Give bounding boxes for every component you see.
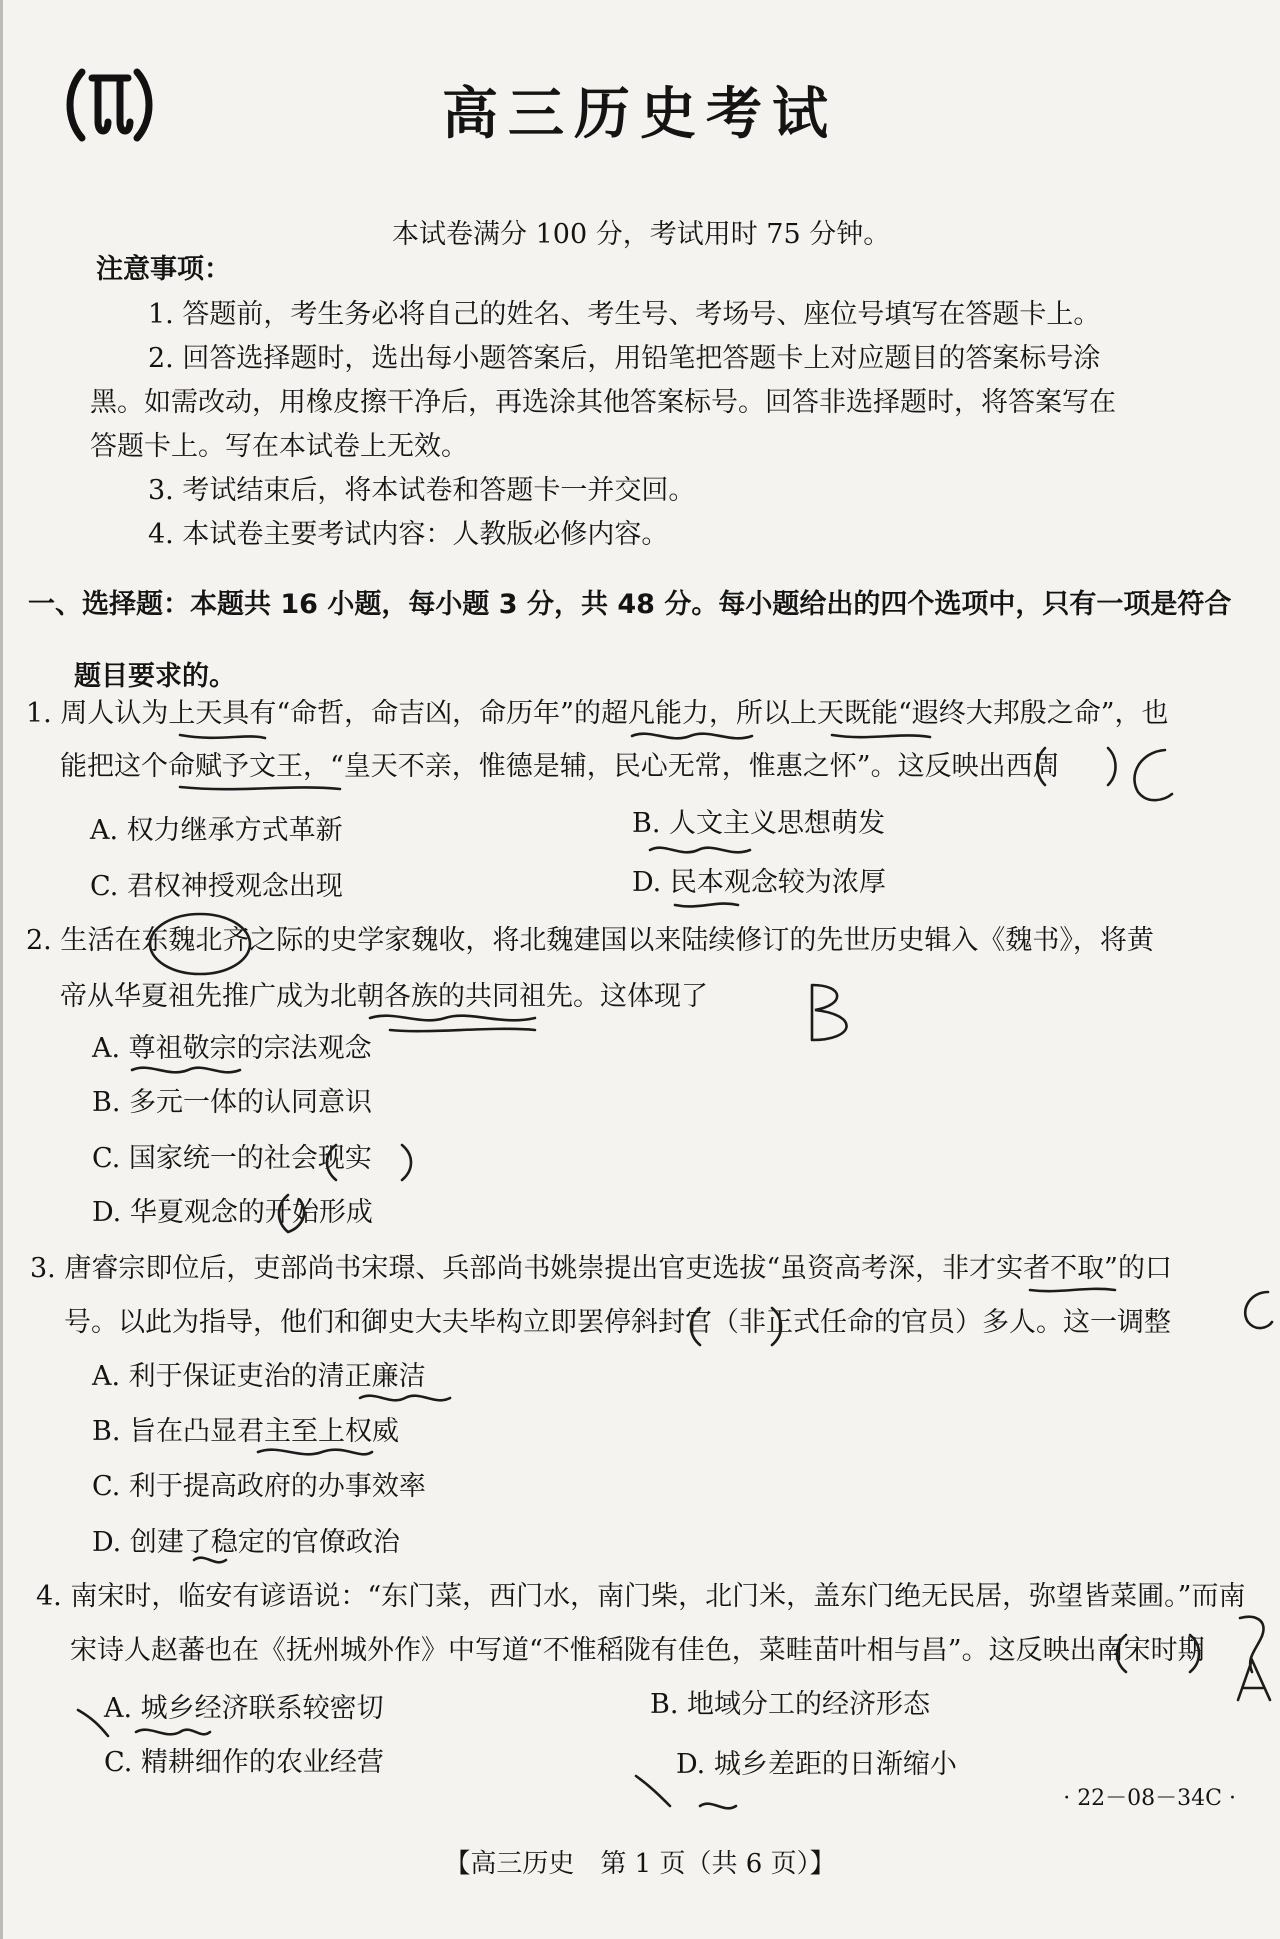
question-3-option-b: B. 旨在凸显君主至上权威	[92, 1416, 400, 1447]
underline-mark	[180, 735, 265, 738]
question-4-stem: 宋诗人赵蕃也在《抚州城外作》中写道“不惟稻陇有佳色，菜畦苗叶相与昌”。这反映出南宋时期	[70, 1635, 1205, 1666]
question-4-stem: 4. 南宋时，临安有谚语说：“东门菜，西门水，南门柴，北门米，盖东门绝无民居，弥望皆菜圃。”而南	[36, 1581, 1246, 1612]
question-2-stem: 2. 生活在东魏北齐之际的史学家魏收，将北魏建国以来陆续修订的先世历史辑入《魏书》，将黄	[26, 925, 1154, 956]
notice-line: 答题卡上。写在本试卷上无效。	[90, 431, 468, 462]
question-1-stem: 1. 周人认为上天具有“命哲，命吉凶，命历年”的超凡能力，所以上天既能“遐终大邦殷之命”，也	[26, 698, 1169, 729]
underline-mark	[675, 904, 738, 907]
wavy-underline	[136, 1730, 210, 1735]
question-2-stem: 帝从华夏祖先推广成为北朝各族的共同祖先。这体现了	[60, 981, 708, 1012]
wavy-underline	[650, 848, 750, 853]
section-heading: 一、选择题：本题共 16 小题，每小题 3 分，共 48 分。每小题给出的四个选项中，只有一项是符合	[28, 589, 1232, 620]
handwritten-note	[1238, 1617, 1270, 1700]
question-3-stem: 号。以此为指导，他们和御史大夫毕构立即罢停斜封官（非正式任命的官员）多人。这一调整	[64, 1307, 1171, 1338]
handwritten-answer	[812, 985, 847, 1040]
handwritten-answer	[1245, 1292, 1272, 1328]
notice-line: 1. 答题前，考生务必将自己的姓名、考生号、考场号、座位号填写在答题卡上。	[148, 299, 1101, 330]
question-2-option-c: C. 国家统一的社会现实	[92, 1143, 372, 1174]
exam-subtitle: 本试卷满分 100 分，考试用时 75 分钟。	[392, 219, 891, 250]
question-3-option-d: D. 创建了稳定的官僚政治	[92, 1527, 400, 1558]
page-footer: 【高三历史 第 1 页（共 6 页）】	[444, 1849, 836, 1879]
question-4-option-c: C. 精耕细作的农业经营	[104, 1747, 384, 1778]
question-3-option-c: C. 利于提高政府的办事效率	[92, 1471, 426, 1502]
section-heading-cont: 题目要求的。	[74, 661, 236, 692]
wavy-underline	[632, 734, 752, 739]
question-1-option-a: A. 权力继承方式革新	[90, 815, 343, 846]
question-4-option-b: B. 地域分工的经济形态	[650, 1689, 931, 1720]
question-1-option-c: C. 君权神授观念出现	[90, 871, 343, 902]
question-1-option-b: B. 人文主义思想萌发	[632, 808, 886, 839]
underline-mark	[832, 735, 930, 737]
wavy-underline	[132, 1068, 240, 1073]
question-4-option-d: D. 城乡差距的日渐缩小	[676, 1749, 957, 1780]
handwritten-answer	[1134, 750, 1172, 800]
wavy-underline	[370, 1016, 535, 1021]
wavy-underline	[700, 1804, 736, 1809]
question-2-option-b: B. 多元一体的认同意识	[92, 1087, 373, 1118]
notice-line: 4. 本试卷主要考试内容：人教版必修内容。	[148, 519, 669, 550]
underline-mark	[1030, 1289, 1115, 1291]
underline-mark	[180, 787, 340, 789]
question-1-option-d: D. 民本观念较为浓厚	[632, 867, 886, 898]
question-4-option-a: A. 城乡经济联系较密切	[104, 1693, 384, 1724]
notice-line: 2. 回答选择题时，选出每小题答案后，用铅笔把答题卡上对应题目的答案标号涂	[148, 343, 1101, 374]
question-2-option-a: A. 尊祖敬宗的宗法观念	[92, 1033, 372, 1064]
notice-heading: 注意事项：	[96, 254, 231, 285]
notice-line: 黑。如需改动，用橡皮擦干净后，再选涂其他答案标号。回答非选择题时，将答案写在	[90, 387, 1116, 418]
question-2-option-d: D. 华夏观念的开始形成	[92, 1197, 373, 1228]
underline-mark	[390, 1029, 535, 1031]
question-3-stem: 3. 唐睿宗即位后，吏部尚书宋璟、兵部尚书姚崇提出官吏选拔“虽资高考深，非才实者不取”的口	[30, 1253, 1172, 1284]
notice-line: 3. 考试结束后，将本试卷和答题卡一并交回。	[148, 475, 696, 506]
check-mark	[636, 1776, 670, 1806]
wavy-underline	[360, 1396, 450, 1401]
scan-edge	[0, 0, 3, 1939]
paper-code: · 22－08－34C ·	[1063, 1786, 1236, 1811]
question-1-stem: 能把这个命赋予文王，“皇天不亲，惟德是辅，民心无常，惟惠之怀”。这反映出西周	[60, 751, 1060, 782]
question-3-option-a: A. 利于保证吏治的清正廉洁	[92, 1361, 426, 1392]
page-title: 高三历史考试	[442, 82, 838, 147]
